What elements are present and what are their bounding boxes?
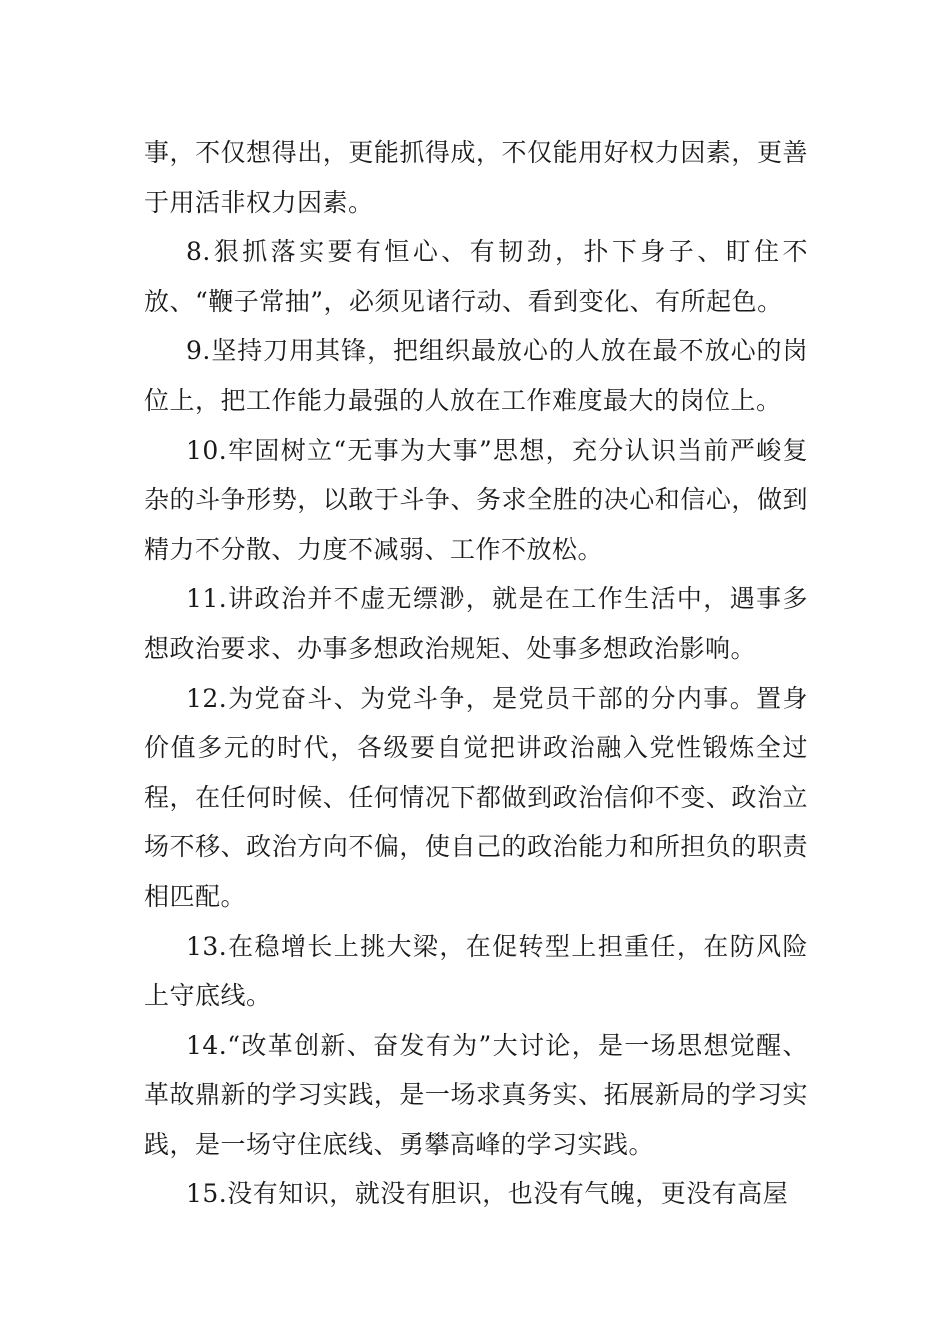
paragraph-15: 15.没有知识，就没有胆识，也没有气魄，更没有高屋 (186, 1179, 789, 1209)
paragraph-continued: 事，不仅想得出，更能抓得成，不仅能用好权力因素，更善于用活非权力因素。 (144, 138, 808, 217)
paragraph-12: 12.为党奋斗、为党斗争，是党员干部的分内事。置身价值多元的时代，各级要自觉把讲政治融入党性锻炼全过程，在任何时候、任何情况下都做到政治信仰不变、政治立场不移、政治方向不偏，使自己的政治能力和所担负的职责相匹配。 (144, 683, 808, 911)
paragraph-13: 13.在稳增长上挑大梁，在促转型上担重任，在防风险上守底线。 (144, 931, 808, 1011)
paragraph-10: 10.牢固树立“无事为大事”思想，充分认识当前严峻复杂的斗争形势，以敢于斗争、务求全胜的决心和信心，做到精力不分散、力度不减弱、工作不放松。 (144, 435, 808, 564)
document-body (144, 128, 808, 1219)
paragraph-9: 9.坚持刀用其锋，把组织最放心的人放在最不放心的岗位上，把工作能力最强的人放在工作难度最大的岗位上。 (144, 336, 808, 415)
paragraph-11: 11.讲政治并不虚无缥渺，就是在工作生活中，遇事多想政治要求、办事多想政治规矩、处事多想政治影响。 (144, 584, 808, 663)
paragraph-8: 8.狠抓落实要有恒心、有韧劲，扑下身子、盯住不放、“鞭子常抽”，必须见诸行动、看到变化、有所起色。 (144, 237, 808, 316)
paragraph-14: 14.“改革创新、奋发有为”大讨论，是一场思想觉醒、革故鼎新的学习实践，是一场求真务实、拓展新局的学习实践，是一场守住底线、勇攀高峰的学习实践。 (144, 1030, 808, 1159)
